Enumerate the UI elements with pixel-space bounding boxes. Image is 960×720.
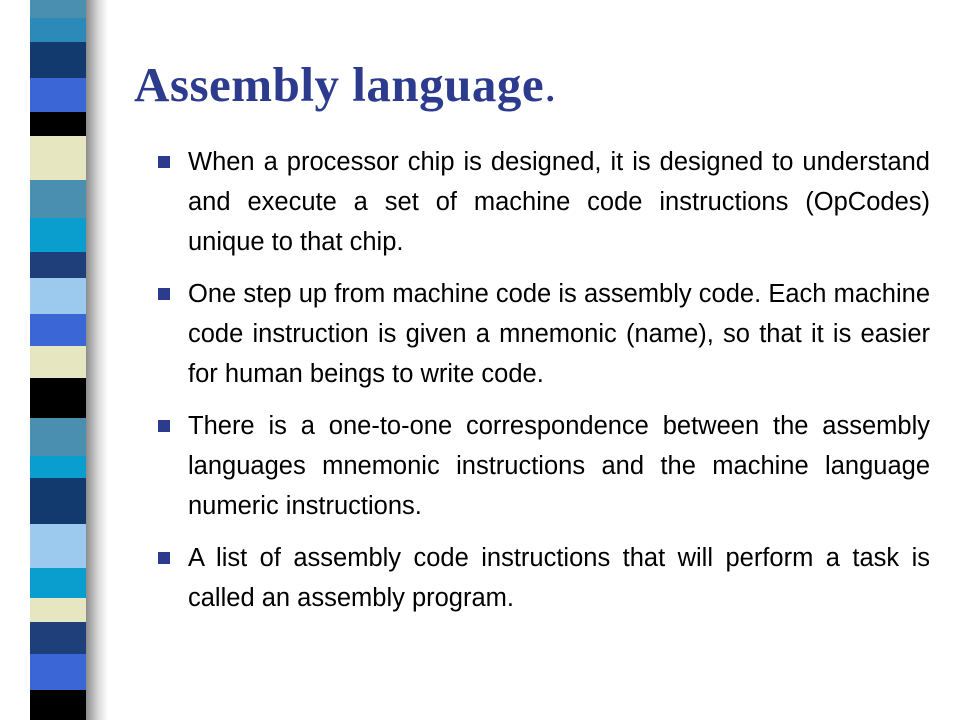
bullet-item <box>158 274 930 394</box>
bullet-item <box>158 538 930 618</box>
square-bullet-icon <box>158 156 170 168</box>
slide-title-text: Assembly language <box>134 57 545 112</box>
stripe-blocks <box>30 0 86 720</box>
bullet-text: A list of assembly code instructions that will perform a task is called an assembly program. <box>188 544 930 612</box>
bullet-item <box>158 142 930 262</box>
square-bullet-icon <box>158 420 170 432</box>
slide-title-punctuation: . <box>544 57 557 112</box>
square-bullet-icon <box>158 552 170 564</box>
bullet-item <box>158 406 930 526</box>
slide-title <box>134 56 557 113</box>
bullet-list <box>158 142 930 630</box>
bullet-text: There is a one-to-one correspondence between the assembly languages mnemonic instructions and the machine language numeric instructions. <box>188 412 930 520</box>
square-bullet-icon <box>158 288 170 300</box>
bullet-text: When a processor chip is designed, it is designed to understand and execute a set of machine code instructions (OpCodes) unique to that chip. <box>188 148 930 256</box>
bullet-text: One step up from machine code is assembly code. Each machine code instruction is given a mnemonic (name), so that it is easier for human beings to write code. <box>188 280 930 388</box>
decorative-stripe <box>0 0 108 720</box>
stripe-shadow <box>86 0 108 720</box>
